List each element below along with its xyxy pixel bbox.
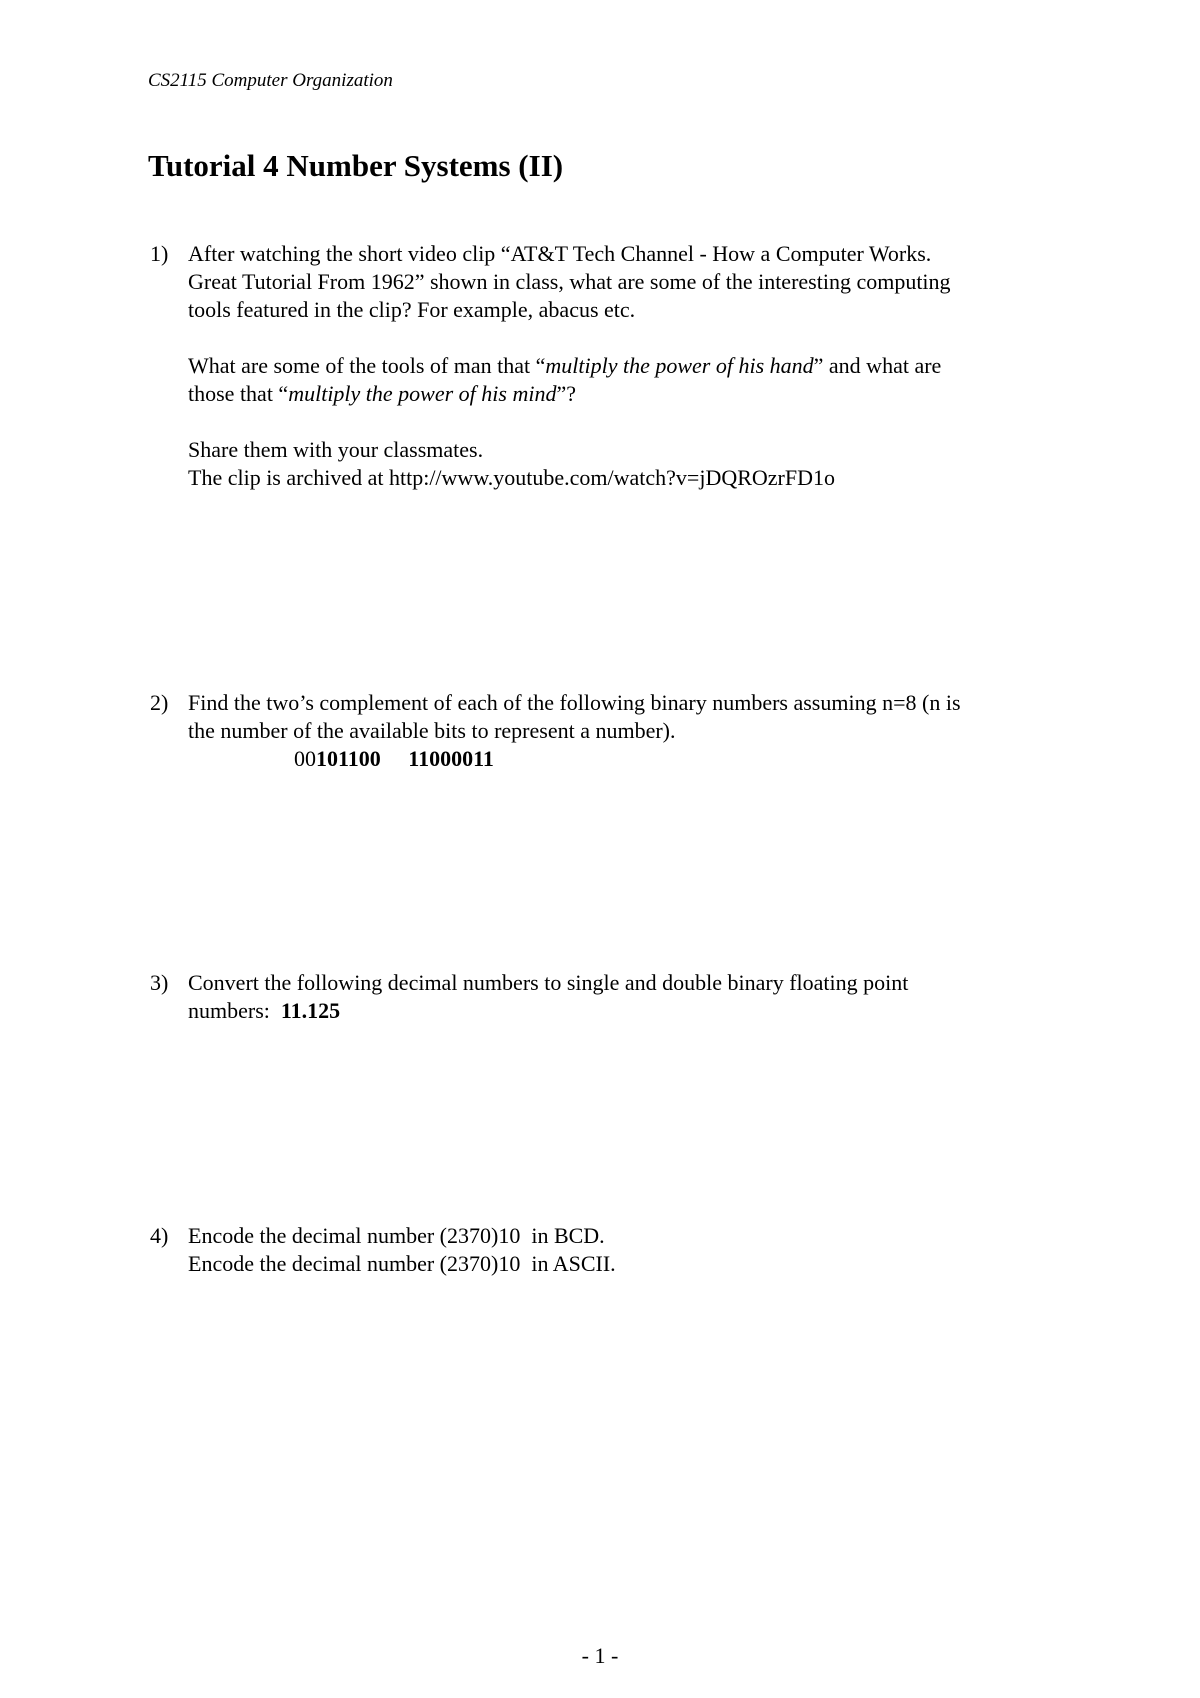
page-number: - 1 - xyxy=(581,1643,619,1668)
q2-line-2: the number of the available bits to represent a number). xyxy=(188,718,676,743)
q3-text: numbers: xyxy=(188,998,281,1023)
q1-emphasis-mind: multiply the power of his mind xyxy=(288,381,557,406)
binary-number-2: 11000011 xyxy=(408,746,494,771)
binary-number-1-prefix: 00 xyxy=(294,746,316,771)
q1-emphasis-hand: multiply the power of his hand xyxy=(545,353,814,378)
q1-tools-question-line-2 xyxy=(188,380,1188,408)
question-2-number: 2) xyxy=(150,690,169,715)
question-1-number: 1) xyxy=(150,241,169,266)
page-title: Tutorial 4 Number Systems (II) xyxy=(148,148,564,183)
q1-line-2: Great Tutorial From 1962” shown in class, what are some of the interesting computing xyxy=(188,269,951,294)
question-4-body xyxy=(188,1222,1188,1278)
question-3-body xyxy=(188,969,1188,1025)
question-3-number: 3) xyxy=(150,970,169,995)
decimal-value: 11.125 xyxy=(280,998,341,1023)
q1-text: ”? xyxy=(556,381,576,406)
q4-line-1: Encode the decimal number (2370)10 in BCD. xyxy=(188,1223,605,1248)
q1-archive-line: The clip is archived at http://www.youtube.com/watch?v=jDQROzrFD1o xyxy=(188,465,836,490)
question-1-body xyxy=(188,240,1188,492)
q3-line-2 xyxy=(188,997,1188,1025)
q1-line-3: tools featured in the clip? For example, abacus etc. xyxy=(188,297,636,322)
q1-text: those that “ xyxy=(188,381,289,406)
q1-text: ” and what are xyxy=(813,353,942,378)
spacer xyxy=(188,324,1188,352)
q2-line-1: Find the two’s complement of each of the following binary numbers assuming n=8 (n is xyxy=(188,690,961,715)
question-2-body xyxy=(188,689,1188,773)
binary-number-1-rest: 101100 xyxy=(316,746,381,771)
question-4-number: 4) xyxy=(150,1223,169,1248)
q3-line-1: Convert the following decimal numbers to single and double binary floating point xyxy=(188,970,909,995)
q4-line-2: Encode the decimal number (2370)10 in ASCII. xyxy=(188,1251,616,1276)
q1-line-1: After watching the short video clip “AT&T Tech Channel - How a Computer Works. xyxy=(188,241,932,266)
q1-share-line: Share them with your classmates. xyxy=(188,437,484,462)
q1-tools-question-line-1 xyxy=(188,352,1188,380)
q2-binary-numbers xyxy=(188,745,1188,773)
course-header: CS2115 Computer Organization xyxy=(148,70,393,91)
spacer xyxy=(188,408,1188,436)
q1-text: What are some of the tools of man that “ xyxy=(188,353,546,378)
